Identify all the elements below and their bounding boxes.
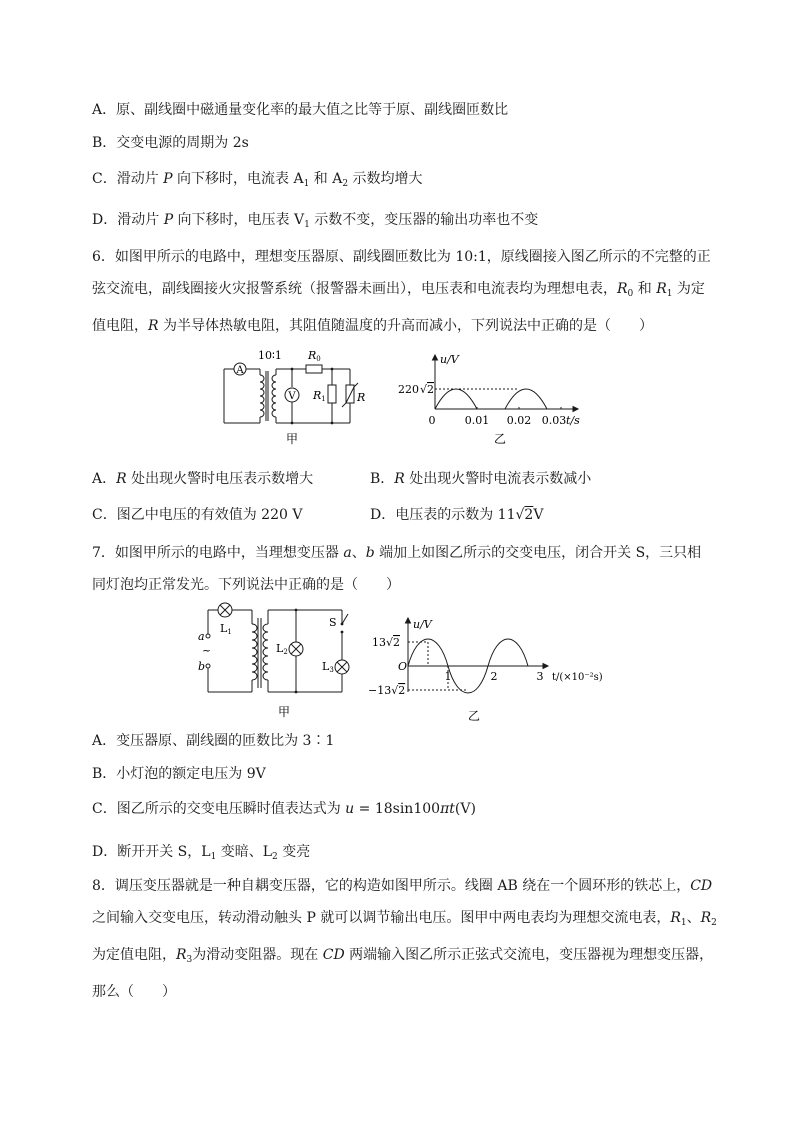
q7-option-c: C．图乙所示的交变电压瞬时值表达式为 u = 18sin100πt(V) [92, 801, 476, 817]
tick-0.01: 0.01 [464, 414, 490, 427]
ammeter-label: A [236, 365, 244, 376]
l1-label: L1 [220, 622, 232, 636]
r1-label: R1 [313, 389, 326, 403]
q5-option-d: D．滑动片 P 向下移时，电压表 $V_1$ 示数不变，变压器的输出功率也不变 [92, 212, 539, 230]
tick-0.02: 0.02 [506, 414, 532, 427]
terminal-b-label: b [198, 660, 206, 673]
tick-1: 1 [444, 670, 452, 683]
figure-caption-jia: 甲 [277, 705, 291, 719]
l3-label: L3 [322, 660, 334, 674]
q7-circuit-diagram [194, 600, 366, 720]
q6-option-b: B．R 处出现火警时电流表示数减小 [370, 471, 592, 487]
x-axis-label: t/(×10⁻²s) [552, 672, 603, 683]
q7-stem: 7．如图甲所示的电路中，当理想变压器 a、b 端加上如图乙所示的交变电压，闭合开关 S，三只相 同灯泡均正常发光。下列说法中正确的是（ ） [92, 545, 702, 593]
figure-caption-jia: 甲 [285, 432, 299, 446]
q6-circuit-diagram [220, 345, 366, 447]
figure-caption-yi: 乙 [493, 432, 507, 446]
pos-amplitude-label: 13√2 [372, 636, 401, 649]
l2-label: L2 [276, 642, 288, 656]
figure-caption-yi: 乙 [467, 709, 481, 723]
switch-label: S [329, 616, 337, 629]
q5-option-b: B．交变电源的周期为 2s [92, 135, 249, 151]
q7-voltage-graph [368, 610, 603, 723]
turns-ratio-label: 10∶1 [258, 349, 282, 362]
q6-voltage-graph [390, 345, 590, 447]
tick-2: 2 [490, 670, 498, 683]
ac-source-label: ~ [202, 644, 212, 657]
q6-stem: 6．如图甲所示的电路中，理想变压器原、副线圈匝数比为 10:1，原线圈接入图乙所示的不完整的正 弦交流电，副线圈接火灾报警系统（报警器未画出），电压表和电流表均为理想电表，$R_0$ 和 $R_1$ 为定 值电阻，R 为半导体热敏电阻，其阻值随温度的升高而减小，下列说法中正确的是（ ） [92, 249, 711, 334]
r0-label: R0 [308, 349, 321, 363]
q8-stem: 8．调压变压器就是一种自耦变压器，它的构造如图甲所示。线圈 AB 绕在一个圆环形的铁芯上，CD 之间输入交变电压，转动滑动触头 P 就可以调节输出电压。图甲中两电表均为理想交流电表，$R_1$、$R_2$ 为定值电阻，$R_3$为滑动变阻器。现在 CD 两端输入图乙所示正弦式交流电，变压器视为理想变压器， 那么（ ） [92, 878, 717, 1000]
tick-0.03: 0.03 [541, 414, 567, 427]
q7-option-d: D．断开开关 S，$L_1$ 变暗、$L_2$ 变亮 [92, 844, 311, 862]
origin-label: O [398, 660, 408, 673]
q5-option-c: C．滑动片 P 向下移时，电流表 $A_1$ 和 $A_2$ 示数均增大 [92, 171, 423, 189]
terminal-a-label: a [198, 630, 205, 643]
q6-option-d: D．电压表的示数为 11√2V [370, 507, 544, 523]
amplitude-label: 220√2 [398, 383, 435, 396]
q7-option-a: A．变压器原、副线圈的匝数比为 3∶1 [92, 733, 335, 749]
q6-option-a: A．R 处出现火警时电压表示数增大 [92, 471, 314, 487]
y-axis-label: u/V [440, 353, 459, 366]
x-axis-label: t/s [566, 414, 580, 427]
origin-label: 0 [428, 414, 436, 427]
q5-option-a: A．原、副线圈中磁通量变化率的最大值之比等于原、副线圈匝数比 [92, 102, 509, 118]
q6-option-c: C．图乙中电压的有效值为 220 V [92, 507, 303, 523]
q7-option-b: B．小灯泡的额定电压为 9V [92, 766, 266, 782]
tick-3: 3 [536, 670, 544, 683]
neg-amplitude-label: −13√2 [368, 684, 406, 697]
r-label: R [357, 391, 366, 404]
y-axis-label: u/V [413, 618, 432, 631]
voltmeter-label: V [288, 391, 296, 402]
